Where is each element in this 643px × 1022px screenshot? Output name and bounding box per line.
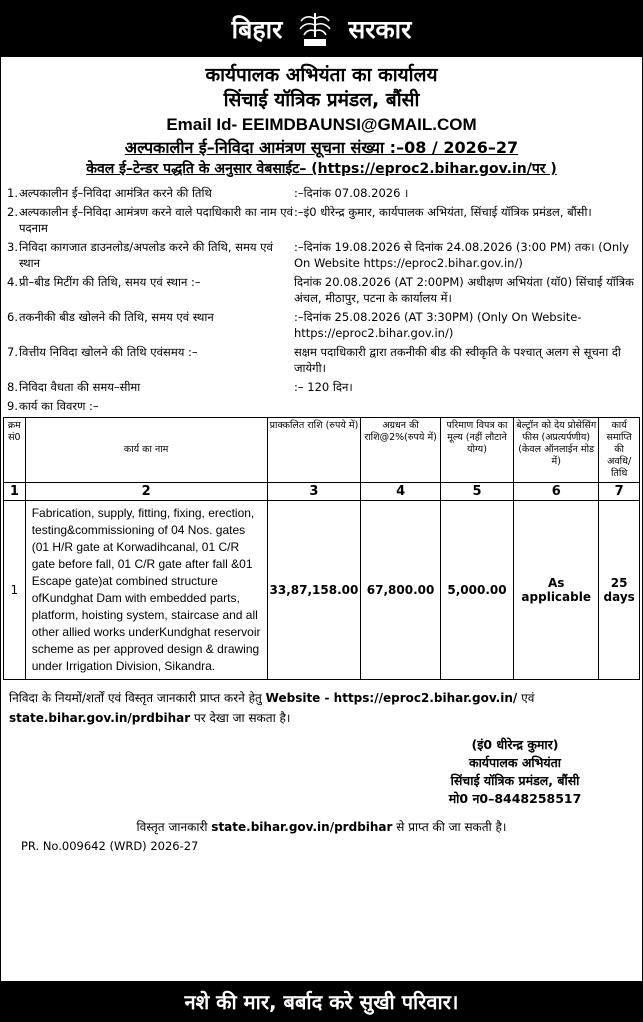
- slogan-banner: [1, 981, 642, 1021]
- detail-label: निविदा वैधता की समय–सीमा: [19, 380, 141, 394]
- boq-cost-cell: 5,000.00: [440, 501, 513, 680]
- detail-label: तकनीकी बीड खोलने की तिथि, समय एवं स्थान: [19, 310, 214, 324]
- terms-note-end: पर देखा जा सकता है।: [190, 711, 291, 725]
- column-header: परिमाण विपत्र का मूल्य (नहीं लौटाने योग्य): [440, 418, 513, 483]
- eproc-website-line: केवल ई–टेन्डर पद्धति के अनुसार वेबसाईट– (https://eproc2.bihar.gov.in/पर ): [86, 161, 557, 177]
- column-header: कार्य समाप्ति की अवधि/तिथि: [599, 418, 640, 483]
- detail-row: [7, 309, 634, 341]
- processing-fee-cell: As applicable: [514, 501, 599, 680]
- column-header: अग्रधन की राशि@2%(रुपये में): [361, 418, 440, 483]
- detail-value: [294, 398, 634, 414]
- detail-number: 2.: [7, 205, 18, 219]
- prd-website-link[interactable]: state.bihar.gov.in/prdbihar: [9, 711, 191, 725]
- detail-value: सक्षम पदाधिकारी द्वारा तकनीकी बीड की स्वीकृति के पश्चात् अलग से सूचना दी जायेगी।: [294, 345, 621, 375]
- detail-row: [7, 239, 634, 271]
- more-info-end: से प्राप्त की जा सकती है।: [392, 820, 507, 834]
- detail-label: प्री–बीड मिटींग की तिथि, समय एवं स्थान :–: [19, 275, 201, 289]
- detail-label: अल्पकालीन ई–निविदा आमंत्रण करने वाले पदाधिकारी का नाम एवं पदनाम: [19, 205, 294, 235]
- column-index: 6: [514, 483, 599, 501]
- detail-label: अल्पकालीन ई–निविदा आमंत्रित करने की तिथि: [19, 186, 212, 200]
- detail-value: :–दिनांक 07.08.2026 ।: [294, 186, 409, 200]
- signatory-name: (इं0 धीरेन्द्र कुमार): [471, 737, 559, 752]
- column-header: बेल्ट्रॉन को देय प्रोसेसिंग फीस (अप्रत्यर्पणीय) (केवल ऑनलाईन मोड में): [514, 418, 599, 483]
- terms-note-connector: एवं: [517, 691, 535, 705]
- detail-number: 1.: [7, 186, 18, 200]
- emd-amount-cell: 67,800.00: [361, 501, 440, 680]
- terms-note-text: निविदा के नियमों/शर्तों एवं विस्तृत जानकारी प्राप्त करने हेतु: [9, 691, 266, 705]
- detail-row: [7, 204, 634, 236]
- column-index: 1: [4, 483, 26, 501]
- signatory-division: सिंचाई यॉत्रिक प्रमंडल, बौंसी: [450, 773, 580, 788]
- column-header: क्रम सं0: [4, 418, 26, 483]
- table-header-row: [4, 418, 640, 483]
- detail-value: :–दिनांक 19.08.2026 से दिनांक 24.08.2026 (3:00 PM) तक। (Only On Website https://eproc2.bihar.gov.in/): [294, 240, 630, 270]
- detail-label: कार्य का विवरण :–: [19, 399, 99, 413]
- detail-value: दिनांक 20.08.2026 (AT 2:00PM) अधीक्षण अभियंता (यॉ0) सिंचाई यॉत्रिक अंचल, मीठापुर, पटना के कार्यालय में।: [294, 275, 634, 305]
- work-details-table: [3, 417, 640, 680]
- tender-details-list: [1, 179, 642, 414]
- work-name-cell: Fabrication, supply, fitting, fixing, erection, testing&commissioning of 04 Nos. gates (01 H/R gate at Korwadihcanal, 01 C/R gate before fall, 01 C/R gate after fall &01 Escape gate)at combined structure ofKundghat Dam with embedded parts, platform, hoisting system, staircase and all other allied works underKundghat reservoir scheme as per approved design & drawing under Irrigation Division, Sikandra.: [25, 501, 267, 680]
- detail-value: :–इं0 धीरेन्द्र कुमार, कार्यपालक अभियंता, सिंचाई यॉत्रिक प्रमंडल, बौंसी।: [294, 205, 592, 219]
- detail-number: 4.: [7, 275, 18, 289]
- column-header: कार्य का नाम: [25, 418, 267, 483]
- slogan-text: नशे की मार, बर्बाद करे सुखी परिवार।: [184, 989, 459, 1014]
- detail-number: 6.: [7, 310, 18, 324]
- detail-row: [7, 344, 634, 376]
- detail-value: :–दिनांक 25.08.2026 (AT 3:30PM) (Only On Website- https://eproc2.bihar.gov.in/): [294, 310, 582, 340]
- government-banner: [1, 1, 642, 57]
- notice-number: अल्पकालीन ई–निविदा आमंत्रण सूचना संख्या :–08 / 2026–27: [124, 138, 519, 157]
- column-index: 2: [25, 483, 267, 501]
- column-index: 3: [267, 483, 361, 501]
- detail-row: [7, 398, 634, 414]
- detail-row: [7, 185, 634, 201]
- banner-left-text: बिहार: [231, 15, 283, 44]
- column-header: प्राक्कलित राशि (रुपये में): [267, 418, 361, 483]
- eproc-website-link[interactable]: Website - https://eproc2.bihar.gov.in/: [265, 691, 518, 705]
- detail-number: 7.: [7, 345, 18, 359]
- detail-label: वित्तीय निविदा खोलने की तिथि एवंसमय :–: [19, 345, 198, 359]
- more-info-text: विस्तृत जानकारी: [136, 820, 212, 834]
- signatory-mobile: मो0 न0–8448258517: [448, 791, 582, 806]
- office-title: कार्यपालक अभियंता का कार्यालय: [205, 64, 438, 86]
- detail-value: :– 120 दिन।: [294, 380, 353, 394]
- terms-note: [1, 680, 642, 728]
- email-line: Email Id- EEIMDBAUNSI@GMAIL.COM: [166, 115, 477, 134]
- detail-number: 8.: [7, 380, 18, 394]
- serial-number-cell: 1: [4, 501, 26, 680]
- signature-block: [1, 736, 642, 808]
- detail-label: निविदा कागजात डाउनलोड/अपलोड करने की तिथि, समय एवं स्थान: [19, 240, 273, 270]
- detail-number: 9.: [7, 399, 18, 413]
- detail-row: [7, 379, 634, 395]
- column-index: 5: [440, 483, 513, 501]
- banner-right-text: सरकार: [348, 15, 412, 44]
- column-index: 7: [599, 483, 640, 501]
- detail-number: 3.: [7, 240, 18, 254]
- bihar-emblem-icon: [296, 9, 334, 49]
- pr-number: PR. No.009642 (WRD) 2026-27: [21, 839, 199, 853]
- table-row: [4, 501, 640, 680]
- completion-period-cell: 25 days: [599, 501, 640, 680]
- more-info-line: [1, 818, 642, 835]
- notice-header: [1, 57, 642, 179]
- more-info-link[interactable]: state.bihar.gov.in/prdbihar: [211, 820, 393, 834]
- detail-row: [7, 274, 634, 306]
- table-index-row: [4, 483, 640, 501]
- signatory-title: कार्यपालक अभियंता: [468, 755, 562, 770]
- division-title: सिंचाई यॉत्रिक प्रमंडल, बौंसी: [223, 89, 420, 111]
- estimated-amount-cell: 33,87,158.00: [267, 501, 361, 680]
- column-index: 4: [361, 483, 440, 501]
